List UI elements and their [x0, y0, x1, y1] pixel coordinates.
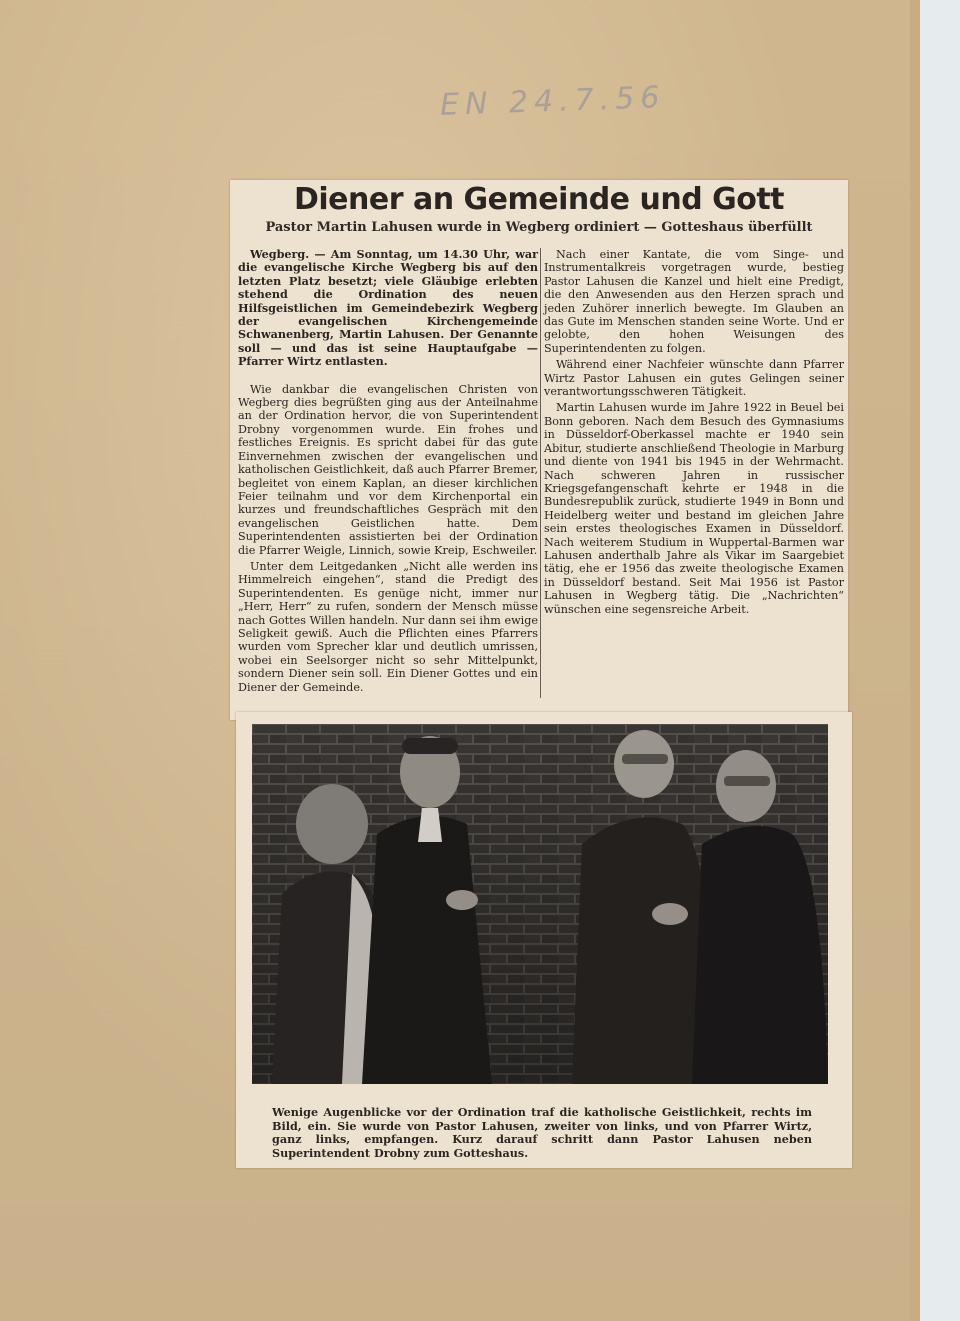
article-column-right: [544, 248, 844, 616]
article-column-left: [238, 248, 538, 694]
article-lead: Wegberg. — Am Sonntag, um 14.30 Uhr, war die evangelische Kirche Wegberg bis auf den letzten Platz besetzt; viele Gläubige erlebten stehend die Ordination des neuen Hilfsgeistlichen im Gemeindebezirk Wegberg der evangelischen Kirchengemeinde Schwanenberg, Martin Lahusen. Der Genannte soll — und das ist seine Hauptaufgabe — Pfarrer Wirtz entlasten.: [238, 247, 538, 369]
news-photo: [252, 724, 828, 1084]
paper-edge: [910, 0, 920, 1321]
article-paragraph: Martin Lahusen wurde im Jahre 1922 in Beuel bei Bonn geboren. Nach dem Besuch des Gymnasiums in Düsseldorf-Oberkassel machte er 1940 sein Abitur, studierte anschließend Theologie in Marburg und diente von 1941 bis 1945 in der Wehrmacht. Nach schweren Jahren in russischer Kriegsgefangenschaft kehrte er 1948 in die Bundesrepublik zurück, studierte 1949 in Bonn und Heidelberg weiter und bestand im gleichen Jahre sein erstes theologisches Examen in Düsseldorf. Nach weiterem Studium in Wuppertal-Barmen war Lahusen anderthalb Jahre als Vikar im Saargebiet tätig, ehe er 1956 das zweite theologische Examen in Düsseldorf bestand. Seit Mai 1956 ist Pastor Lahusen in Wegberg tätig. Die „Nachrichten“ wünschen eine segensreiche Arbeit.: [544, 401, 844, 616]
article-paragraph: Nach einer Kantate, die vom Singe- und Instrumentalkreis vorgetragen wurde, bestieg Pastor Lahusen die Kanzel und hielt eine Predigt, die den Anwesenden aus den Herzen sprach und jeden Zuhörer innerlich bewegte. Im Glauben an das Gute im Menschen standen seine Worte. Und er gelobte, den hohen Weisungen des Superintendenten zu folgen.: [544, 248, 844, 355]
article-paragraph: Unter dem Leitgedanken „Nicht alle werden ins Himmelreich eingehen“, stand die Predigt des Superintendenten. Es genüge nicht, immer nur „Herr, Herr“ zu rufen, sondern der Mensch müsse nach Gottes Willen handeln. Nur dann sei ihm ewige Seligkeit gewiß. Auch die Pflichten eines Pfarrers wurden vom Sprecher klar und deutlich umrissen, wobei ein Seelsorger nicht so sehr Mittelpunkt, sondern Diener sein soll. Ein Diener Gottes und ein Diener der Gemeinde.: [238, 559, 538, 694]
handwritten-date-note: EN 24.7.56: [439, 80, 666, 123]
article-headline: Diener an Gemeinde und Gott: [293, 182, 785, 217]
column-divider: [540, 248, 541, 698]
photo-clipping: [236, 712, 852, 1168]
article-paragraph: Wie dankbar die evangelischen Christen von Wegberg dies begrüßten ging aus der Anteilnahme an der Ordination hervor, die von Superintendent Drobny vorgenommen wurde. Ein frohes und festliches Ereignis. Es spricht dabei für das gute Einvernehmen zwischen der evangelischen und katholischen Geistlichkeit, daß auch Pfarrer Bremer, begleitet von einem Kaplan, an dieser kirchlichen Feier teilnahm und vor dem Kirchenportal ein kurzes und freundschaftliches Gespräch mit den evangelischen Geistlichen hatte. Dem Superintendenten assistierten bei der Ordination die Pfarrer Weigle, Linnich, sowie Kreip, Eschweiler.: [238, 382, 538, 557]
photo-caption: Wenige Augenblicke vor der Ordination traf die katholische Geistlichkeit, rechts im Bild, ein. Sie wurde von Pastor Lahusen, zweiter von links, und von Pfarrer Wirtz, ganz links, empfangen. Kurz darauf schritt dann Pastor Lahusen neben Superintendent Drobny zum Gotteshaus.: [272, 1105, 812, 1160]
article-subheadline: Pastor Martin Lahusen wurde in Wegberg ordiniert — Gotteshaus überfüllt: [265, 220, 813, 235]
article-clipping: [230, 180, 848, 720]
photo-clergy-group: [252, 724, 828, 1084]
article-paragraph: Während einer Nachfeier wünschte dann Pfarrer Wirtz Pastor Lahusen ein gutes Gelingen seiner verantwortungsschweren Tätigkeit.: [544, 358, 844, 399]
